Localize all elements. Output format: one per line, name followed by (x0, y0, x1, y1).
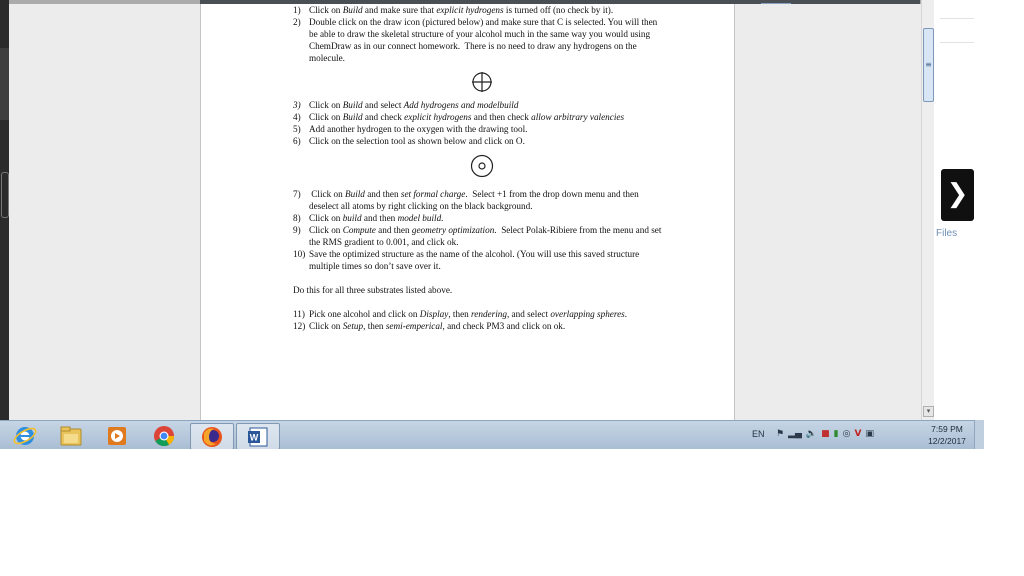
taskbar-media-player[interactable] (96, 423, 138, 448)
step-text-run: and then (375, 225, 412, 235)
step-text-run: and then check (471, 112, 532, 122)
crosshair-icon (471, 71, 493, 93)
internet-explorer-icon (12, 424, 38, 448)
step-emphasis: Build (342, 100, 363, 110)
step-number: 6) (293, 136, 301, 146)
step-emphasis: explicit hydrogens (436, 5, 504, 15)
step-text (309, 248, 663, 272)
language-indicator[interactable]: EN (752, 429, 765, 439)
instruction-step (293, 308, 663, 320)
step-text (309, 111, 624, 123)
step-text-run: and then (364, 189, 401, 199)
step-text-run: and then (361, 213, 398, 223)
step-text-run: , and check PM3 and click on ok. (442, 321, 566, 331)
chrome-icon (151, 424, 177, 448)
volume-icon[interactable]: 🔈 (805, 429, 818, 439)
step-text (309, 123, 527, 135)
files-link[interactable]: Files (936, 228, 958, 239)
security-icon[interactable]: ■ (821, 429, 830, 439)
instruction-step (293, 135, 663, 147)
step-text (309, 4, 613, 16)
step-text-run: , and select (506, 309, 551, 319)
step-text (309, 212, 444, 224)
step-text-run: Add another hydrogen to the oxygen with the drawing tool. (309, 124, 528, 134)
sync-icon[interactable]: ◎ (842, 429, 851, 439)
scrollbar-thumb[interactable]: ≡ (923, 28, 934, 102)
ribbon-mark (761, 0, 791, 4)
scroll-down-button[interactable]: ▾ (923, 406, 934, 417)
divider (940, 42, 974, 43)
step-number: 5) (293, 124, 301, 134)
step-emphasis: allow arbitrary valencies (531, 112, 625, 122)
battery-icon[interactable]: ▮ (833, 429, 839, 439)
steps-group-b (293, 99, 663, 147)
step-text-run: Save the optimized structure as the name of the alcohol. (You will use this saved structure multiple times so don’t save over it. (309, 249, 642, 271)
step-text-run: Click on (309, 321, 343, 331)
selection-tool-icon (470, 154, 494, 178)
step-number: 1) (293, 5, 301, 15)
substrates-note: Do this for all three substrates listed above. (293, 285, 453, 295)
firefox-icon (199, 425, 225, 449)
step-text (309, 320, 565, 332)
instruction-step (293, 320, 663, 332)
step-text-run: Double click on the draw icon (pictured below) and make sure that C is selected. You will then be able to draw the skeletal structure of your alcohol much in the same way you would using ChemDraw as in our connect homework. There is no need to draw any hydrogens on the molecule. (309, 17, 660, 63)
step-text-run: . (624, 309, 628, 319)
taskbar-chrome[interactable] (143, 423, 185, 448)
step-text (309, 224, 663, 248)
step-number: 2) (293, 17, 301, 27)
step-number: 9) (293, 225, 301, 235)
step-text-run: is turned off (no check by it). (503, 5, 614, 15)
chevron-right-icon: ❯ (946, 179, 969, 209)
media-player-icon (104, 424, 130, 448)
instruction-step (293, 224, 663, 248)
step-emphasis: Build (344, 189, 365, 199)
step-number: 7) (293, 189, 301, 199)
step-number: 3) (293, 100, 301, 110)
step-emphasis: Build (342, 5, 363, 15)
divider (940, 18, 974, 19)
taskbar-internet-explorer[interactable] (4, 423, 46, 448)
instruction-step (293, 16, 663, 64)
step-emphasis: Add hydrogens and modelbuild (403, 100, 519, 110)
taskbar-firefox[interactable] (190, 423, 234, 449)
steps-group-a (293, 4, 663, 64)
tray-icons (776, 429, 874, 439)
step-text (309, 188, 663, 212)
step-number: 4) (293, 112, 301, 122)
step-number: 11) (293, 309, 305, 319)
antivirus-icon[interactable]: V (854, 429, 862, 439)
step-text-run: . Select +1 from the drop down menu and then deselect all atoms by right clicking on the black background. (309, 189, 641, 211)
step-text-run: and select (362, 100, 404, 110)
step-text (309, 135, 525, 147)
step-emphasis: model build. (397, 213, 444, 223)
step-number: 12) (293, 321, 306, 331)
svg-text:W: W (249, 432, 259, 442)
instruction-step (293, 212, 663, 224)
monitor-icon[interactable]: ▣ (865, 429, 874, 439)
step-text-run: and check (362, 112, 405, 122)
step-text-run: and make sure that (362, 5, 437, 15)
document-text (293, 4, 663, 332)
instruction-step (293, 111, 663, 123)
step-text (309, 308, 627, 320)
left-panel-tab[interactable] (0, 48, 9, 84)
step-emphasis: Setup (342, 321, 364, 331)
left-panel-tab[interactable] (0, 84, 9, 120)
step-text (309, 16, 663, 64)
step-text-run: Click on (309, 213, 343, 223)
step-emphasis: semi-emperical (385, 321, 443, 331)
step-emphasis: rendering (471, 309, 507, 319)
step-text-run: Click on (309, 112, 343, 122)
clock[interactable] (918, 423, 976, 447)
show-desktop-button[interactable] (974, 420, 984, 449)
instruction-step (293, 99, 663, 111)
clock-time: 7:59 PM (931, 424, 963, 434)
steps-group-c (293, 188, 663, 272)
selection-icon-row (293, 154, 671, 180)
instruction-step (293, 188, 663, 212)
step-text-run: Click on (309, 100, 343, 110)
step-emphasis: build (342, 213, 362, 223)
draw-icon-row (293, 71, 671, 95)
instruction-step (293, 123, 663, 135)
step-emphasis: set formal charge (400, 189, 466, 199)
word-icon (245, 425, 271, 449)
network-icon[interactable]: ▂▄ (788, 429, 802, 439)
step-emphasis: Compute (342, 225, 376, 235)
left-panel (0, 0, 9, 420)
taskbar-word[interactable] (236, 423, 280, 449)
steps-group-d (293, 308, 663, 332)
step-text-run: , then (363, 321, 386, 331)
step-text (309, 99, 518, 111)
next-page-button[interactable] (941, 169, 974, 221)
step-emphasis: Build (342, 112, 363, 122)
flag-icon[interactable]: ⚑ (776, 429, 785, 439)
step-text-run: , then (448, 309, 472, 319)
step-text-run: . Select Polak-Ribiere from the menu and set the RMS gradient to 0.001, and click ok. (309, 225, 664, 247)
step-emphasis: overlapping spheres (550, 309, 625, 319)
left-panel-slot (1, 172, 9, 218)
vertical-scrollbar[interactable] (921, 0, 935, 420)
instruction-step (293, 248, 663, 272)
step-number: 10) (293, 249, 306, 259)
step-text-run: Click on (309, 5, 343, 15)
step-emphasis: Display (419, 309, 449, 319)
instruction-step (293, 4, 663, 16)
clock-date: 12/2/2017 (928, 436, 966, 446)
file-explorer-icon (58, 424, 84, 448)
step-number: 8) (293, 213, 301, 223)
step-text-run: Click on (309, 189, 345, 199)
step-emphasis: geometry optimization (411, 225, 495, 235)
step-text-run: Click on the selection tool as shown below and click on O. (309, 136, 525, 146)
step-emphasis: explicit hydrogens (404, 112, 472, 122)
step-text-run: Pick one alcohol and click on (309, 309, 420, 319)
taskbar (0, 420, 984, 449)
taskbar-file-explorer[interactable] (50, 423, 92, 448)
step-text-run: Click on (309, 225, 343, 235)
